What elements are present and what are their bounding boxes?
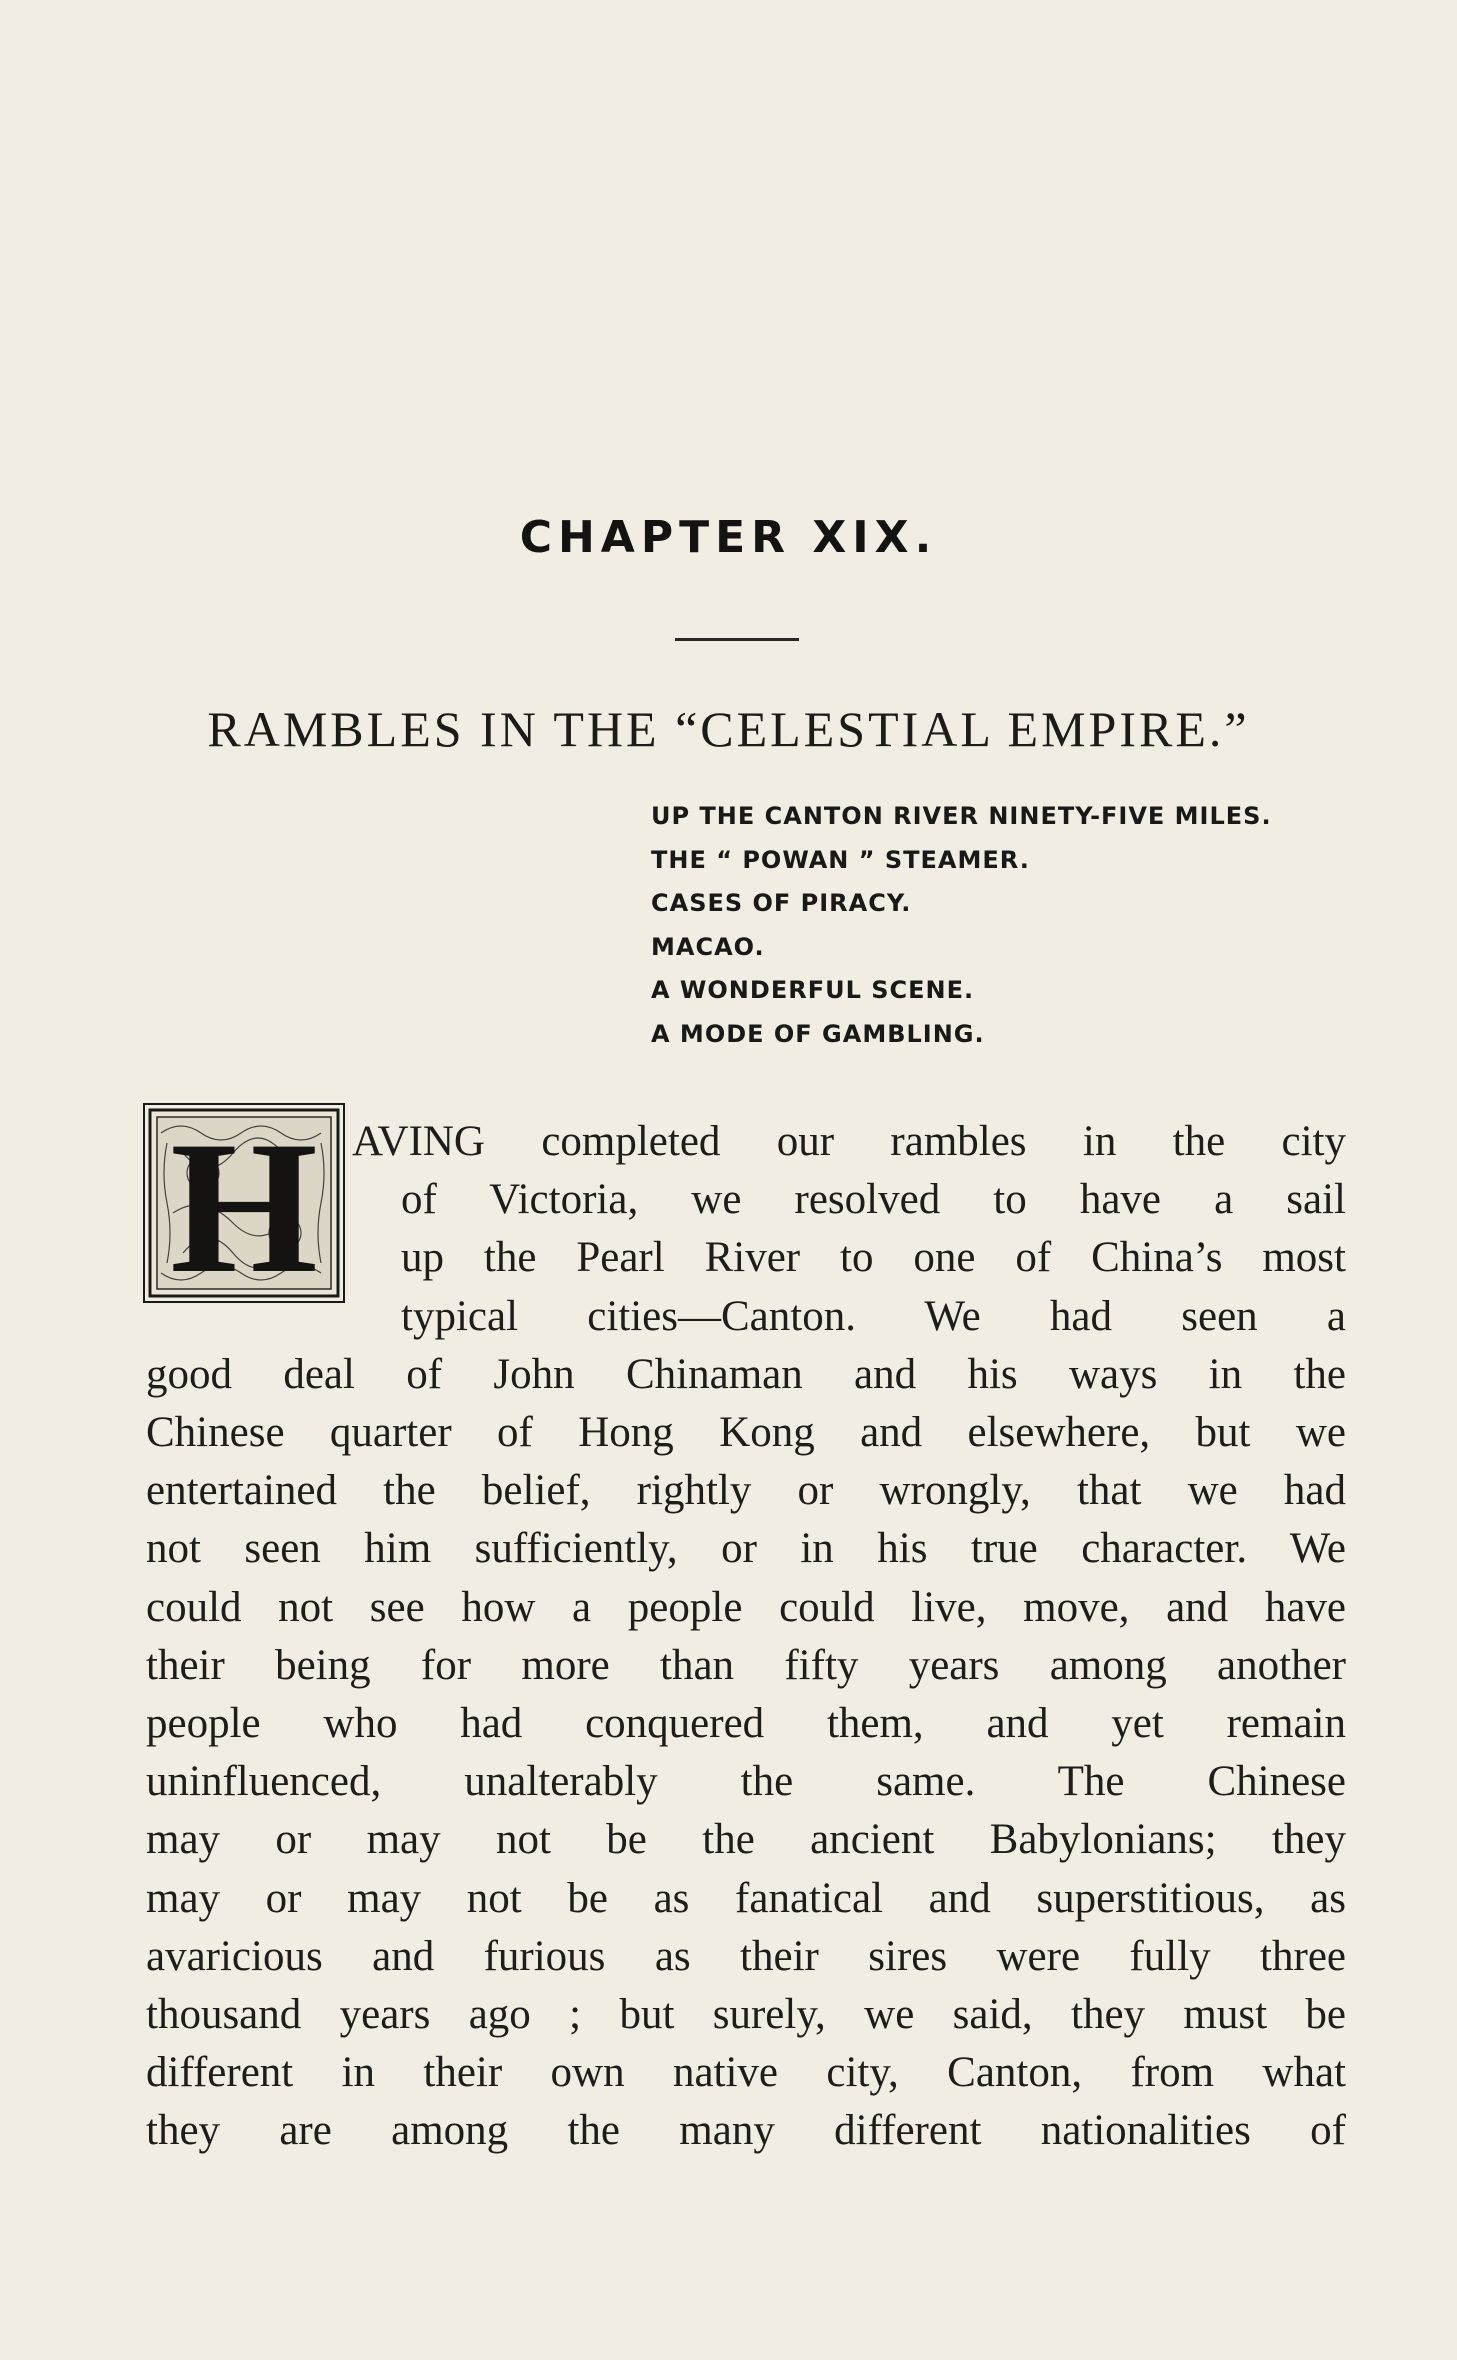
text-line: avaricious and furious as their sires were fully three <box>146 1932 1346 1980</box>
text-line: their being for more than fifty years among another <box>146 1641 1346 1689</box>
text-line: may or may not be the ancient Babylonians; they <box>146 1816 1346 1864</box>
text-line: of Victoria, we resolved to have a sail <box>401 1176 1346 1224</box>
summary-item: MACAO. <box>651 932 765 961</box>
text-line: they are among the many different nationalities of <box>146 2107 1346 2155</box>
chapter-summary <box>651 795 1351 1056</box>
text-line: AVING completed our rambles in the city <box>352 1118 1346 1165</box>
text-line: not seen him sufficiently, or in his true character. We <box>146 1525 1346 1573</box>
text-line: uninfluenced, unalterably the same. The Chinese <box>146 1758 1346 1806</box>
text-line: different in their own native city, Canton, from what <box>146 2049 1346 2097</box>
summary-item: CASES OF PIRACY. <box>651 889 912 917</box>
drop-cap-letter: H <box>170 1103 318 1303</box>
summary-item: THE “ POWAN ” STEAMER. <box>651 845 1030 874</box>
chapter-title: RAMBLES IN THE “CELESTIAL EMPIRE.” <box>207 701 1250 757</box>
body-text <box>146 1113 1346 2161</box>
title-rule <box>675 638 799 641</box>
summary-item: UP THE CANTON RIVER NINETY-FIVE MILES. <box>651 802 1272 830</box>
text-line: people who had conquered them, and yet remain <box>146 1700 1346 1748</box>
text-line: thousand years ago ; but surely, we said, they must be <box>146 1991 1346 2039</box>
chapter-number: CHAPTER XIX. <box>519 512 938 563</box>
text-line: entertained the belief, rightly or wrongly, that we had <box>146 1467 1346 1515</box>
text-line: Chinese quarter of Hong Kong and elsewhere, but we <box>146 1409 1346 1457</box>
summary-item: A WONDERFUL SCENE. <box>651 976 975 1004</box>
text-line: may or may not be as fanatical and superstitious, as <box>146 1874 1346 1922</box>
text-line: up the Pearl River to one of China’s most <box>401 1234 1346 1282</box>
text-line: good deal of John Chinaman and his ways in the <box>146 1350 1346 1398</box>
text-line: could not see how a people could live, move, and have <box>146 1583 1346 1631</box>
summary-item: A MODE OF GAMBLING. <box>651 1019 985 1048</box>
text-line: typical cities—Canton. We had seen a <box>401 1292 1346 1340</box>
